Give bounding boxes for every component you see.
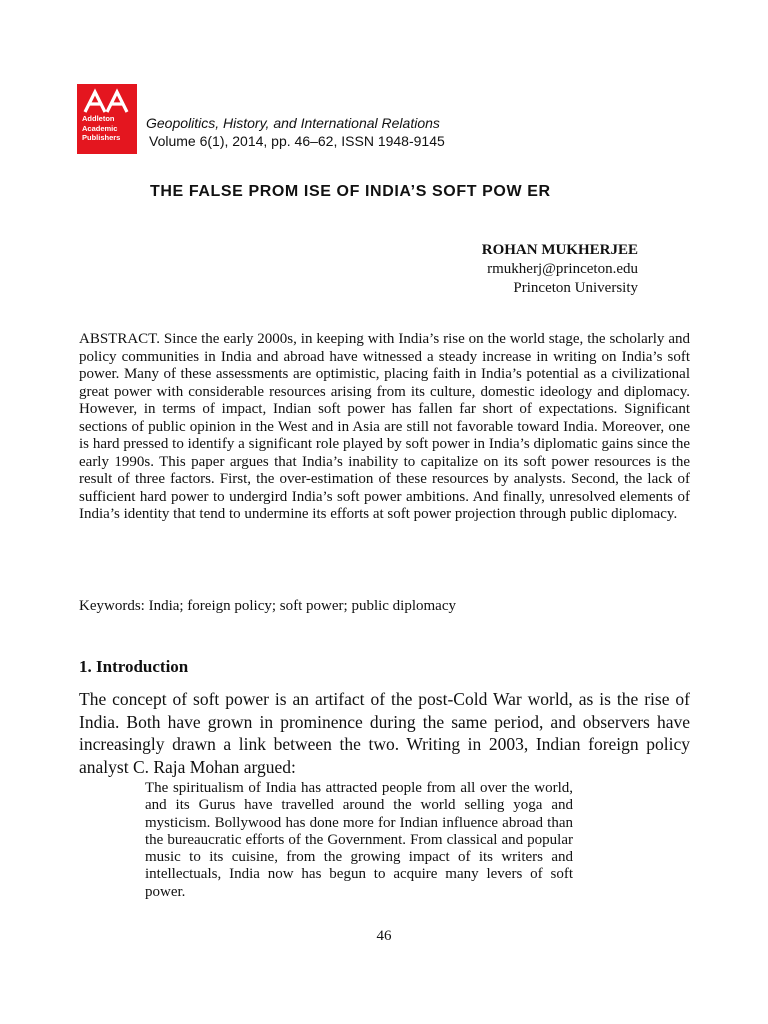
- block-quote: The spiritualism of India has attracted people from all over the world, and its Gurus have travelled around the world selling yoga and mysticism. Bollywood has done more for Indian influence abroad than the bureaucratic efforts of the Government. From classical and popular music to its cuisine, from the growing impact of its writers and intellectuals, India now has begun to acquire many levers of soft power.: [145, 780, 573, 900]
- publisher-logo: [77, 84, 137, 154]
- publisher-logo-mark: [83, 88, 131, 114]
- author-name: ROHAN MUKHERJEE: [481, 242, 638, 258]
- journal-name: Geopolitics, History, and International Relations: [146, 115, 440, 131]
- journal-volume: Volume 6(1), 2014, pp. 46–62, ISSN 1948-9145: [149, 133, 445, 149]
- abstract: ABSTRACT. Since the early 2000s, in keeping with India’s rise on the world stage, the scholarly and policy communities in India and abroad have witnessed a steady increase in writing on India’s soft power. Many of these assessments are optimistic, placing faith in India’s potential as a civilizational great power with considerable resources arising from its culture, domestic ideology and diplomacy. However, in terms of impact, Indian soft power has fallen far short of expectations. Significant sections of public opinion in the West and in Asia are still not favorable toward India. Moreover, one is hard pressed to identify a significant role played by soft power in India’s diplomatic gains since the early 1990s. This paper argues that India’s inability to capitalize on its soft power resources is the result of three factors. First, the over-estimation of these resources by analysts. Second, the lack of sufficient hard power to undergird India’s soft power ambitions. And finally, unresolved elements of India’s identity that tend to undermine its efforts at soft power projection through public diplomacy.: [79, 331, 690, 522]
- publisher-logo-text: Addleton Academic Publishers: [82, 114, 121, 142]
- article-title: THE FALSE PROM ISE OF INDIA’S SOFT POW ER: [150, 183, 551, 200]
- author-affiliation: Princeton University: [513, 280, 638, 296]
- section-heading: 1. Introduction: [79, 657, 189, 676]
- keywords: Keywords: India; foreign policy; soft power; public diplomacy: [79, 598, 456, 614]
- author-email[interactable]: rmukherj@princeton.edu: [487, 261, 638, 277]
- journal-info: [146, 114, 506, 150]
- body-paragraph: The concept of soft power is an artifact of the post-Cold War world, as is the rise of India. Both have grown in prominence during the same period, and observers have increasingly drawn a link between the two. Writing in 2003, Indian foreign policy analyst C. Raja Mohan argued:: [79, 689, 690, 777]
- author-block: [482, 241, 638, 298]
- page-number: 46: [376, 928, 392, 944]
